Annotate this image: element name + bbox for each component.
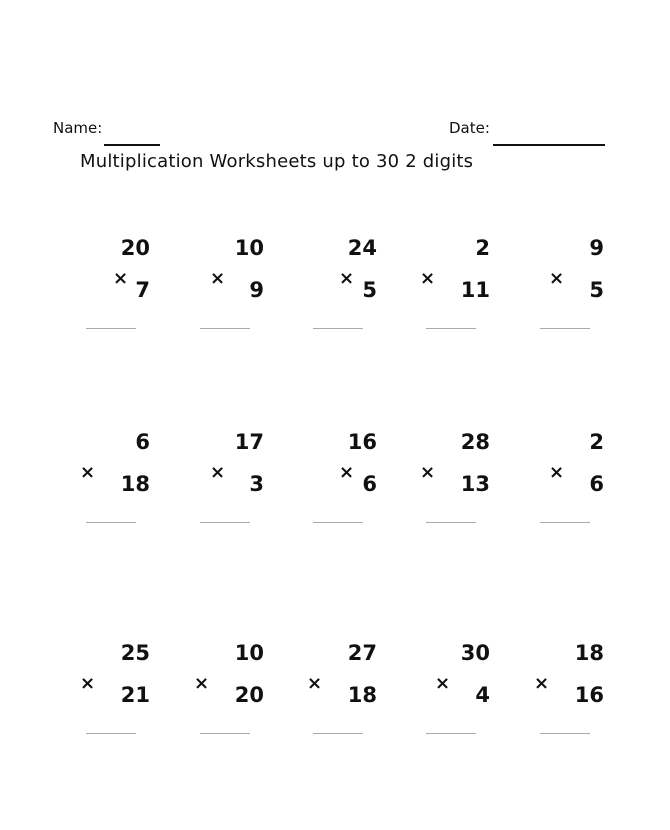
times-sign: ×: [339, 268, 355, 289]
multiplicand: 10: [234, 236, 264, 260]
answer-line: [86, 733, 136, 734]
multiplier: 13: [460, 472, 490, 496]
multiplicand: 17: [234, 430, 264, 454]
multiplicand: 2: [475, 236, 490, 260]
times-sign: ×: [80, 462, 96, 483]
multiplier: 6: [362, 472, 377, 496]
multiplicand: 16: [347, 430, 377, 454]
multiplier: 18: [347, 683, 377, 707]
answer-line: [426, 733, 476, 734]
multiplier: 16: [574, 683, 604, 707]
multiplier: 18: [120, 472, 150, 496]
answer-line: [313, 328, 363, 329]
problem: [307, 430, 377, 540]
problem: [534, 641, 604, 751]
worksheet-title: Multiplication Worksheets up to 30 2 digits: [80, 151, 474, 172]
answer-line: [313, 733, 363, 734]
multiplier: 6: [589, 472, 604, 496]
multiplicand: 24: [347, 236, 377, 260]
problem: [420, 430, 490, 540]
problem: [534, 430, 604, 540]
multiplicand: 27: [347, 641, 377, 665]
multiplicand: 30: [460, 641, 490, 665]
times-sign: ×: [339, 462, 355, 483]
times-sign: ×: [549, 268, 565, 289]
problem: [534, 236, 604, 346]
times-sign: ×: [420, 462, 436, 483]
multiplier: 20: [234, 683, 264, 707]
multiplicand: 20: [120, 236, 150, 260]
problem: [420, 236, 490, 346]
multiplicand: 25: [120, 641, 150, 665]
times-sign: ×: [113, 268, 129, 289]
name-label: Name:: [53, 119, 103, 137]
answer-line: [200, 522, 250, 523]
multiplicand: 2: [589, 430, 604, 454]
multiplier: 7: [135, 278, 150, 302]
date-line: [493, 144, 605, 146]
multiplicand: 28: [460, 430, 490, 454]
times-sign: ×: [194, 673, 210, 694]
answer-line: [540, 733, 590, 734]
date-label: Date:: [449, 119, 490, 137]
multiplier: 5: [362, 278, 377, 302]
multiplier: 21: [120, 683, 150, 707]
problem: [194, 430, 264, 540]
multiplicand: 6: [135, 430, 150, 454]
multiplier: 5: [589, 278, 604, 302]
times-sign: ×: [420, 268, 436, 289]
answer-line: [426, 522, 476, 523]
answer-line: [200, 328, 250, 329]
times-sign: ×: [307, 673, 323, 694]
name-line: [104, 144, 160, 146]
problem: [194, 236, 264, 346]
answer-line: [540, 522, 590, 523]
times-sign: ×: [210, 268, 226, 289]
multiplicand: 18: [574, 641, 604, 665]
multiplicand: 10: [234, 641, 264, 665]
problem: [307, 236, 377, 346]
times-sign: ×: [210, 462, 226, 483]
problem: [194, 641, 264, 751]
multiplier: 9: [249, 278, 264, 302]
answer-line: [86, 522, 136, 523]
problem: [307, 641, 377, 751]
times-sign: ×: [549, 462, 565, 483]
multiplier: 11: [460, 278, 490, 302]
problem: [80, 641, 150, 751]
times-sign: ×: [534, 673, 550, 694]
answer-line: [200, 733, 250, 734]
problem: [80, 236, 150, 346]
times-sign: ×: [80, 673, 96, 694]
multiplier: 4: [475, 683, 490, 707]
problem: [80, 430, 150, 540]
answer-line: [313, 522, 363, 523]
multiplicand: 9: [589, 236, 604, 260]
answer-line: [426, 328, 476, 329]
answer-line: [540, 328, 590, 329]
answer-line: [86, 328, 136, 329]
problem: [420, 641, 490, 751]
multiplier: 3: [249, 472, 264, 496]
times-sign: ×: [435, 673, 451, 694]
